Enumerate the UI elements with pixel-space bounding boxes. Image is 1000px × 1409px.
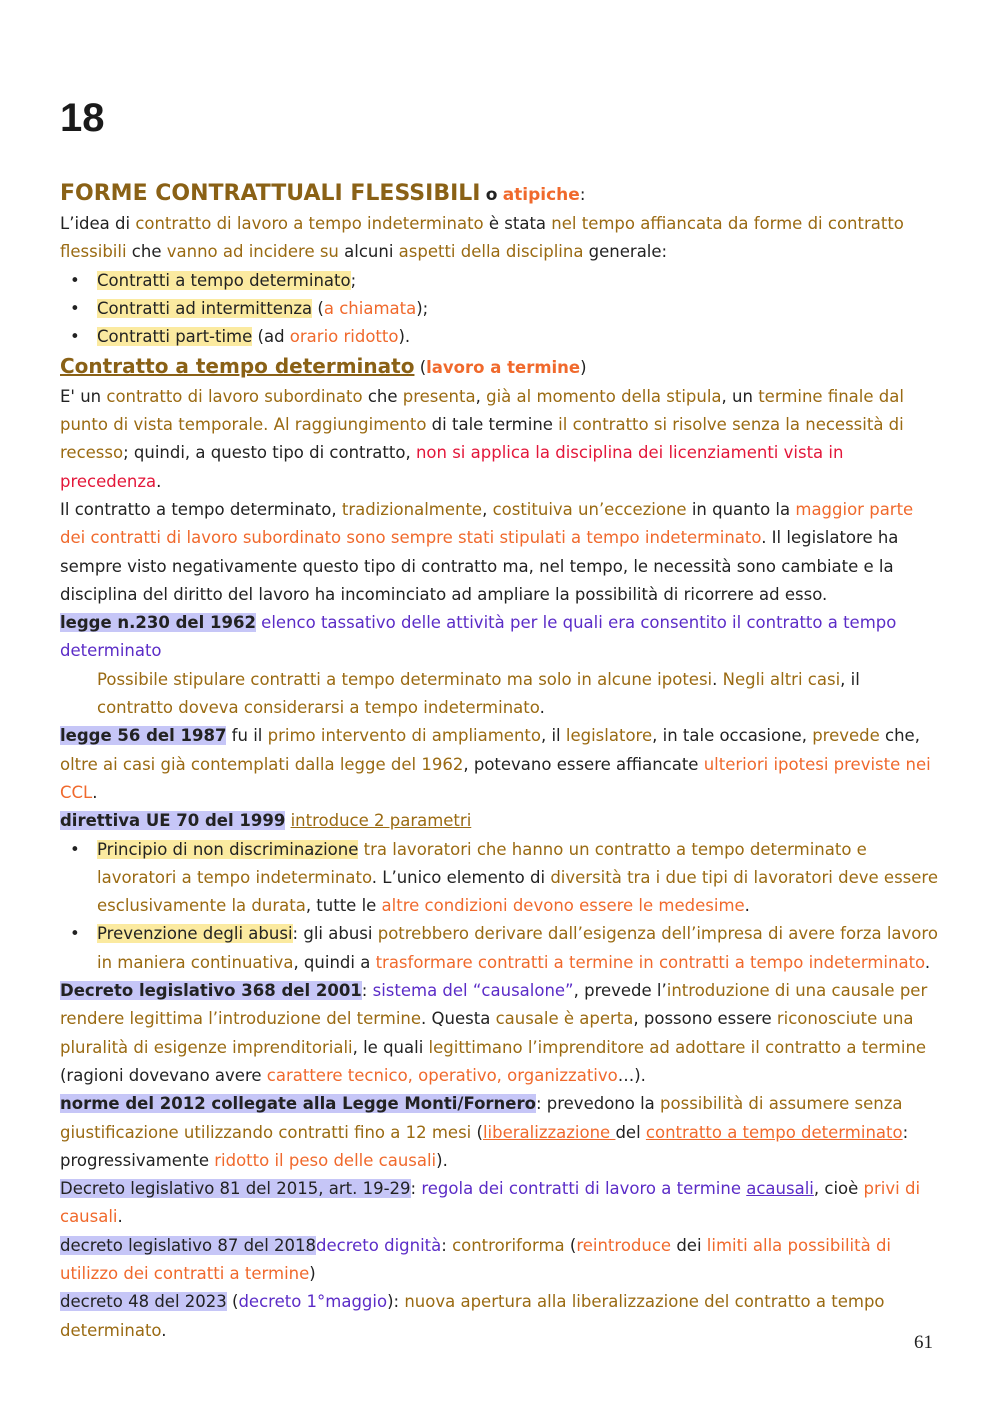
list-item: • Principio di non discriminazione tra lavoratori che hanno un contratto a tempo determinato e lavoratori a tempo indeterminato. L’unico elemento di diversità tra i due tipi di lavoratori deve essere esclusivamente la durata, tutte le altre condizioni devono essere le medesime. <box>97 836 940 921</box>
main-title: FORME CONTRATTUALI FLESSIBILI <box>60 181 481 206</box>
law-label: direttiva UE 70 del 1999 <box>60 811 286 831</box>
title-o: o <box>485 185 498 205</box>
decree-2023: decreto 48 del 2023 (decreto 1°maggio): nuova apertura alla liberalizzazione del contratto a tempo determinato. <box>60 1292 885 1340</box>
law-label: Decreto legislativo 368 del 2001 <box>60 981 362 1001</box>
intro-paragraph: L’idea di contratto di lavoro a tempo indeterminato è stata nel tempo affiancata da forme di contratto flessibili che vanno ad incidere su alcuni aspetti della disciplina generale: <box>60 214 904 262</box>
document-body <box>60 178 940 1345</box>
decree-2001: Decreto legislativo 368 del 2001: sistema del “causalone”, prevede l’introduzione di una causale per rendere legittima l’introduzione del termine. Questa causale è aperta, possono essere riconosciute una pluralità di esigenze imprenditoriali, le quali legittimano l’imprenditore ad adottare il contratto a termine (ragioni dovevano avere carattere tecnico, operativo, organizzativo…). <box>60 981 928 1085</box>
decree-2018: decreto legislativo 87 del 2018decreto dignità: controriforma (reintroduce dei limiti alla possibilità di utilizzo dei contratti a termine) <box>60 1235 891 1283</box>
title-alt: atipiche <box>502 185 580 205</box>
page-number: 61 <box>914 1332 933 1353</box>
law-label: legge n.230 del 1962 <box>60 613 256 633</box>
directive-1999: direttiva UE 70 del 1999 introduce 2 parametri <box>60 811 472 831</box>
list-item: • Contratti ad intermittenza (a chiamata); <box>97 295 940 323</box>
main-heading: FORME CONTRATTUALI FLESSIBILI o atipiche: <box>60 181 586 206</box>
law-1962-detail: Possibile stipulare contratti a tempo determinato ma solo in alcune ipotesi. Negli altri casi, il contratto doveva considerarsi a tempo indeterminato. <box>97 669 860 718</box>
section-title: Contratto a tempo determinato <box>60 354 415 379</box>
chapter-number: 18 <box>60 96 105 140</box>
list-item: • Contratti part-time (ad orario ridotto). <box>97 323 940 351</box>
law-label: norme del 2012 collegate alla Legge Monti/Fornero <box>60 1094 536 1114</box>
law-label: legge 56 del 1987 <box>60 726 227 746</box>
law-label: decreto 48 del 2023 <box>60 1292 227 1312</box>
section-heading: Contratto a tempo determinato (lavoro a termine) <box>60 354 587 379</box>
norms-2012: norme del 2012 collegate alla Legge Monti/Fornero: prevedono la possibilità di assumere senza giustificazione utilizzando contratti fino a 12 mesi (liberalizzazione del contratto a tempo determinato: progressivamente ridotto il peso delle causali). <box>60 1094 909 1170</box>
history-paragraph: Il contratto a tempo determinato, tradizionalmente, costituiva un’eccezione in quanto la maggior parte dei contratti di lavoro subordinato sono sempre stati stipulati a tempo indeterminato. Il legislatore ha sempre visto negativamente questo tipo di contratto ma, nel tempo, le necessità sono cambiate e la disciplina del diritto del lavoro ha incominciato ad ampliare la possibilità di ricorrere ad esso. <box>60 499 914 604</box>
directive-parameters-list <box>60 836 940 977</box>
law-label: Decreto legislativo 81 del 2015, art. 19-29 <box>60 1179 411 1199</box>
contract-types-list <box>60 267 940 352</box>
list-item: • Prevenzione degli abusi: gli abusi potrebbero derivare dall’esigenza dell’impresa di avere forza lavoro in maniera continuativa, quindi a trasformare contratti a termine in contratti a tempo indeterminato. <box>97 920 940 977</box>
law-label: decreto legislativo 87 del 2018 <box>60 1235 317 1255</box>
law-1962: legge n.230 del 1962 elenco tassativo delle attività per le quali era consentito il contratto a tempo determinato <box>60 613 897 661</box>
law-1987: legge 56 del 1987 fu il primo intervento di ampliamento, il legislatore, in tale occasione, prevede che, oltre ai casi già contemplati dalla legge del 1962, potevano essere affiancate ulteriori ipotesi previste nei CCL. <box>60 726 931 802</box>
definition-paragraph: E' un contratto di lavoro subordinato che presenta, già al momento della stipula, un termine finale dal punto di vista temporale. Al raggiungimento di tale termine il contratto si risolve senza la necessità di recesso; quindi, a questo tipo di contratto, non si applica la disciplina dei licenziamenti vista in precedenza. <box>60 386 904 491</box>
list-item: • Contratti a tempo determinato; <box>97 267 940 295</box>
decree-2015: Decreto legislativo 81 del 2015, art. 19-29: regola dei contratti di lavoro a termine acausali, cioè privi di causali. <box>60 1179 921 1227</box>
